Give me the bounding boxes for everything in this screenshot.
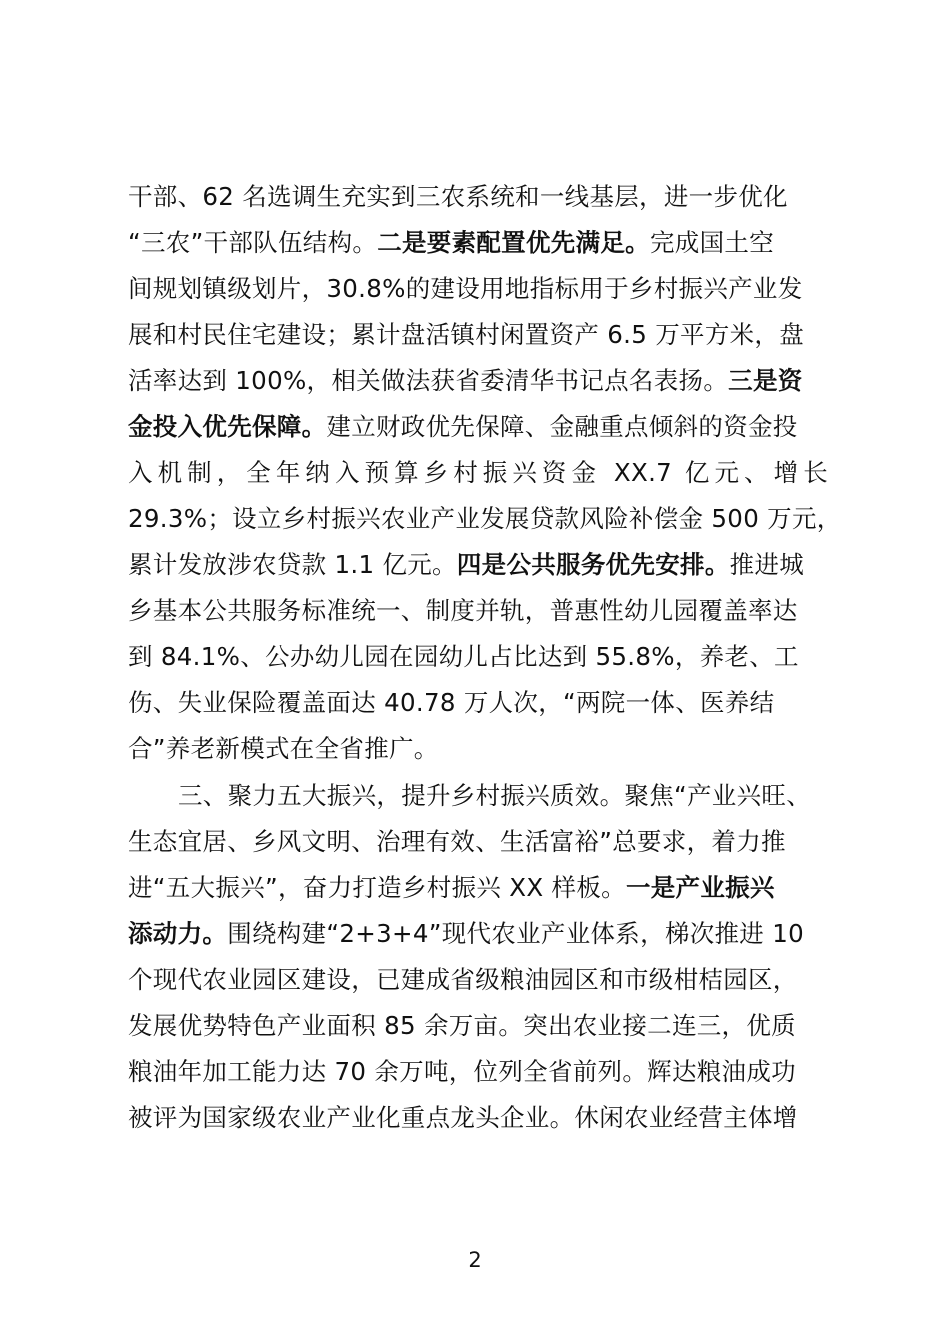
text-line <box>128 453 828 493</box>
text-line <box>128 223 828 263</box>
text-run: 完成国土空 <box>650 228 774 257</box>
bold-heading-text: 二是要素配置优先满足。 <box>377 228 650 257</box>
text-run: 入机制，全年纳入预算乡村振兴资金 XX.7 亿元、增长 <box>128 458 828 487</box>
bold-heading-text: 一是产业振兴 <box>625 873 775 902</box>
text-run: 到 84.1%、公办幼儿园在园幼儿占比达到 55.8%，养老、工 <box>128 642 799 671</box>
text-run: 乡基本公共服务标准统一、制度并轨，普惠性幼儿园覆盖率达 <box>128 596 798 625</box>
text-line <box>128 361 828 401</box>
text-line <box>128 499 842 539</box>
text-line <box>128 1006 828 1046</box>
text-run: 推进城 <box>729 550 805 579</box>
text-line <box>128 315 828 355</box>
bold-heading-text: 三是资 <box>728 366 803 395</box>
text-line <box>128 1098 828 1138</box>
text-run: 建立财政优先保障、金融重点倾斜的资金投 <box>326 412 798 441</box>
bold-heading-text: 金投入优先保障。 <box>128 412 327 441</box>
text-line <box>128 960 828 1000</box>
text-line <box>128 868 828 908</box>
page-number: 2 <box>468 1248 482 1272</box>
text-line <box>128 545 828 585</box>
text-run: 个现代农业园区建设，已建成省级粮油园区和市级柑桔园区， <box>128 965 798 994</box>
text-run: 发展优势特色产业面积 85 余万亩。突出农业接二连三，优质 <box>128 1011 796 1040</box>
text-line <box>128 637 828 677</box>
text-run: 伤、失业保险覆盖面达 40.78 万人次，“两院一体、医养结 <box>128 688 775 717</box>
text-line <box>128 591 828 631</box>
text-run: 围绕构建“2+3+4”现代农业产业体系，梯次推进 10 <box>227 919 804 948</box>
text-run: 29.3%；设立乡村振兴农业产业发展贷款风险补偿金 500 万元， <box>128 504 842 533</box>
text-line <box>128 177 828 217</box>
text-run: 间规划镇级划片，30.8%的建设用地指标用于乡村振兴产业发 <box>128 274 803 303</box>
text-line <box>178 776 828 816</box>
text-line <box>128 1052 828 1092</box>
text-run: 合”养老新模式在全省推广。 <box>128 734 439 763</box>
text-line <box>128 914 828 954</box>
text-line <box>128 407 828 447</box>
text-line <box>128 822 828 862</box>
text-run: 三、聚力五大振兴，提升乡村振兴质效。聚焦“产业兴旺、 <box>178 781 811 810</box>
text-run: 累计发放涉农贷款 1.1 亿元。 <box>128 550 457 579</box>
bold-heading-text: 四是公共服务优先安排。 <box>456 550 730 579</box>
text-run: 展和村民住宅建设；累计盘活镇村闲置资产 6.5 万平方米，盘 <box>128 320 805 349</box>
text-run: 干部、62 名选调生充实到三农系统和一线基层，进一步优化 <box>128 182 788 211</box>
text-run: 活率达到 100%，相关做法获省委清华书记点名表扬。 <box>128 366 729 395</box>
text-run: 进“五大振兴”，奋力打造乡村振兴 XX 样板。 <box>128 873 626 902</box>
text-line <box>128 683 828 723</box>
text-line <box>128 729 828 769</box>
text-run: 被评为国家级农业产业化重点龙头企业。休闲农业经营主体增 <box>128 1103 798 1132</box>
bold-heading-text: 添动力。 <box>128 919 228 948</box>
text-run: 粮油年加工能力达 70 余万吨，位列全省前列。辉达粮油成功 <box>128 1057 796 1086</box>
text-line <box>128 269 828 309</box>
text-run: “三农”干部队伍结构。 <box>128 228 378 257</box>
text-run: 生态宜居、乡风文明、治理有效、生活富裕”总要求，着力推 <box>128 827 786 856</box>
